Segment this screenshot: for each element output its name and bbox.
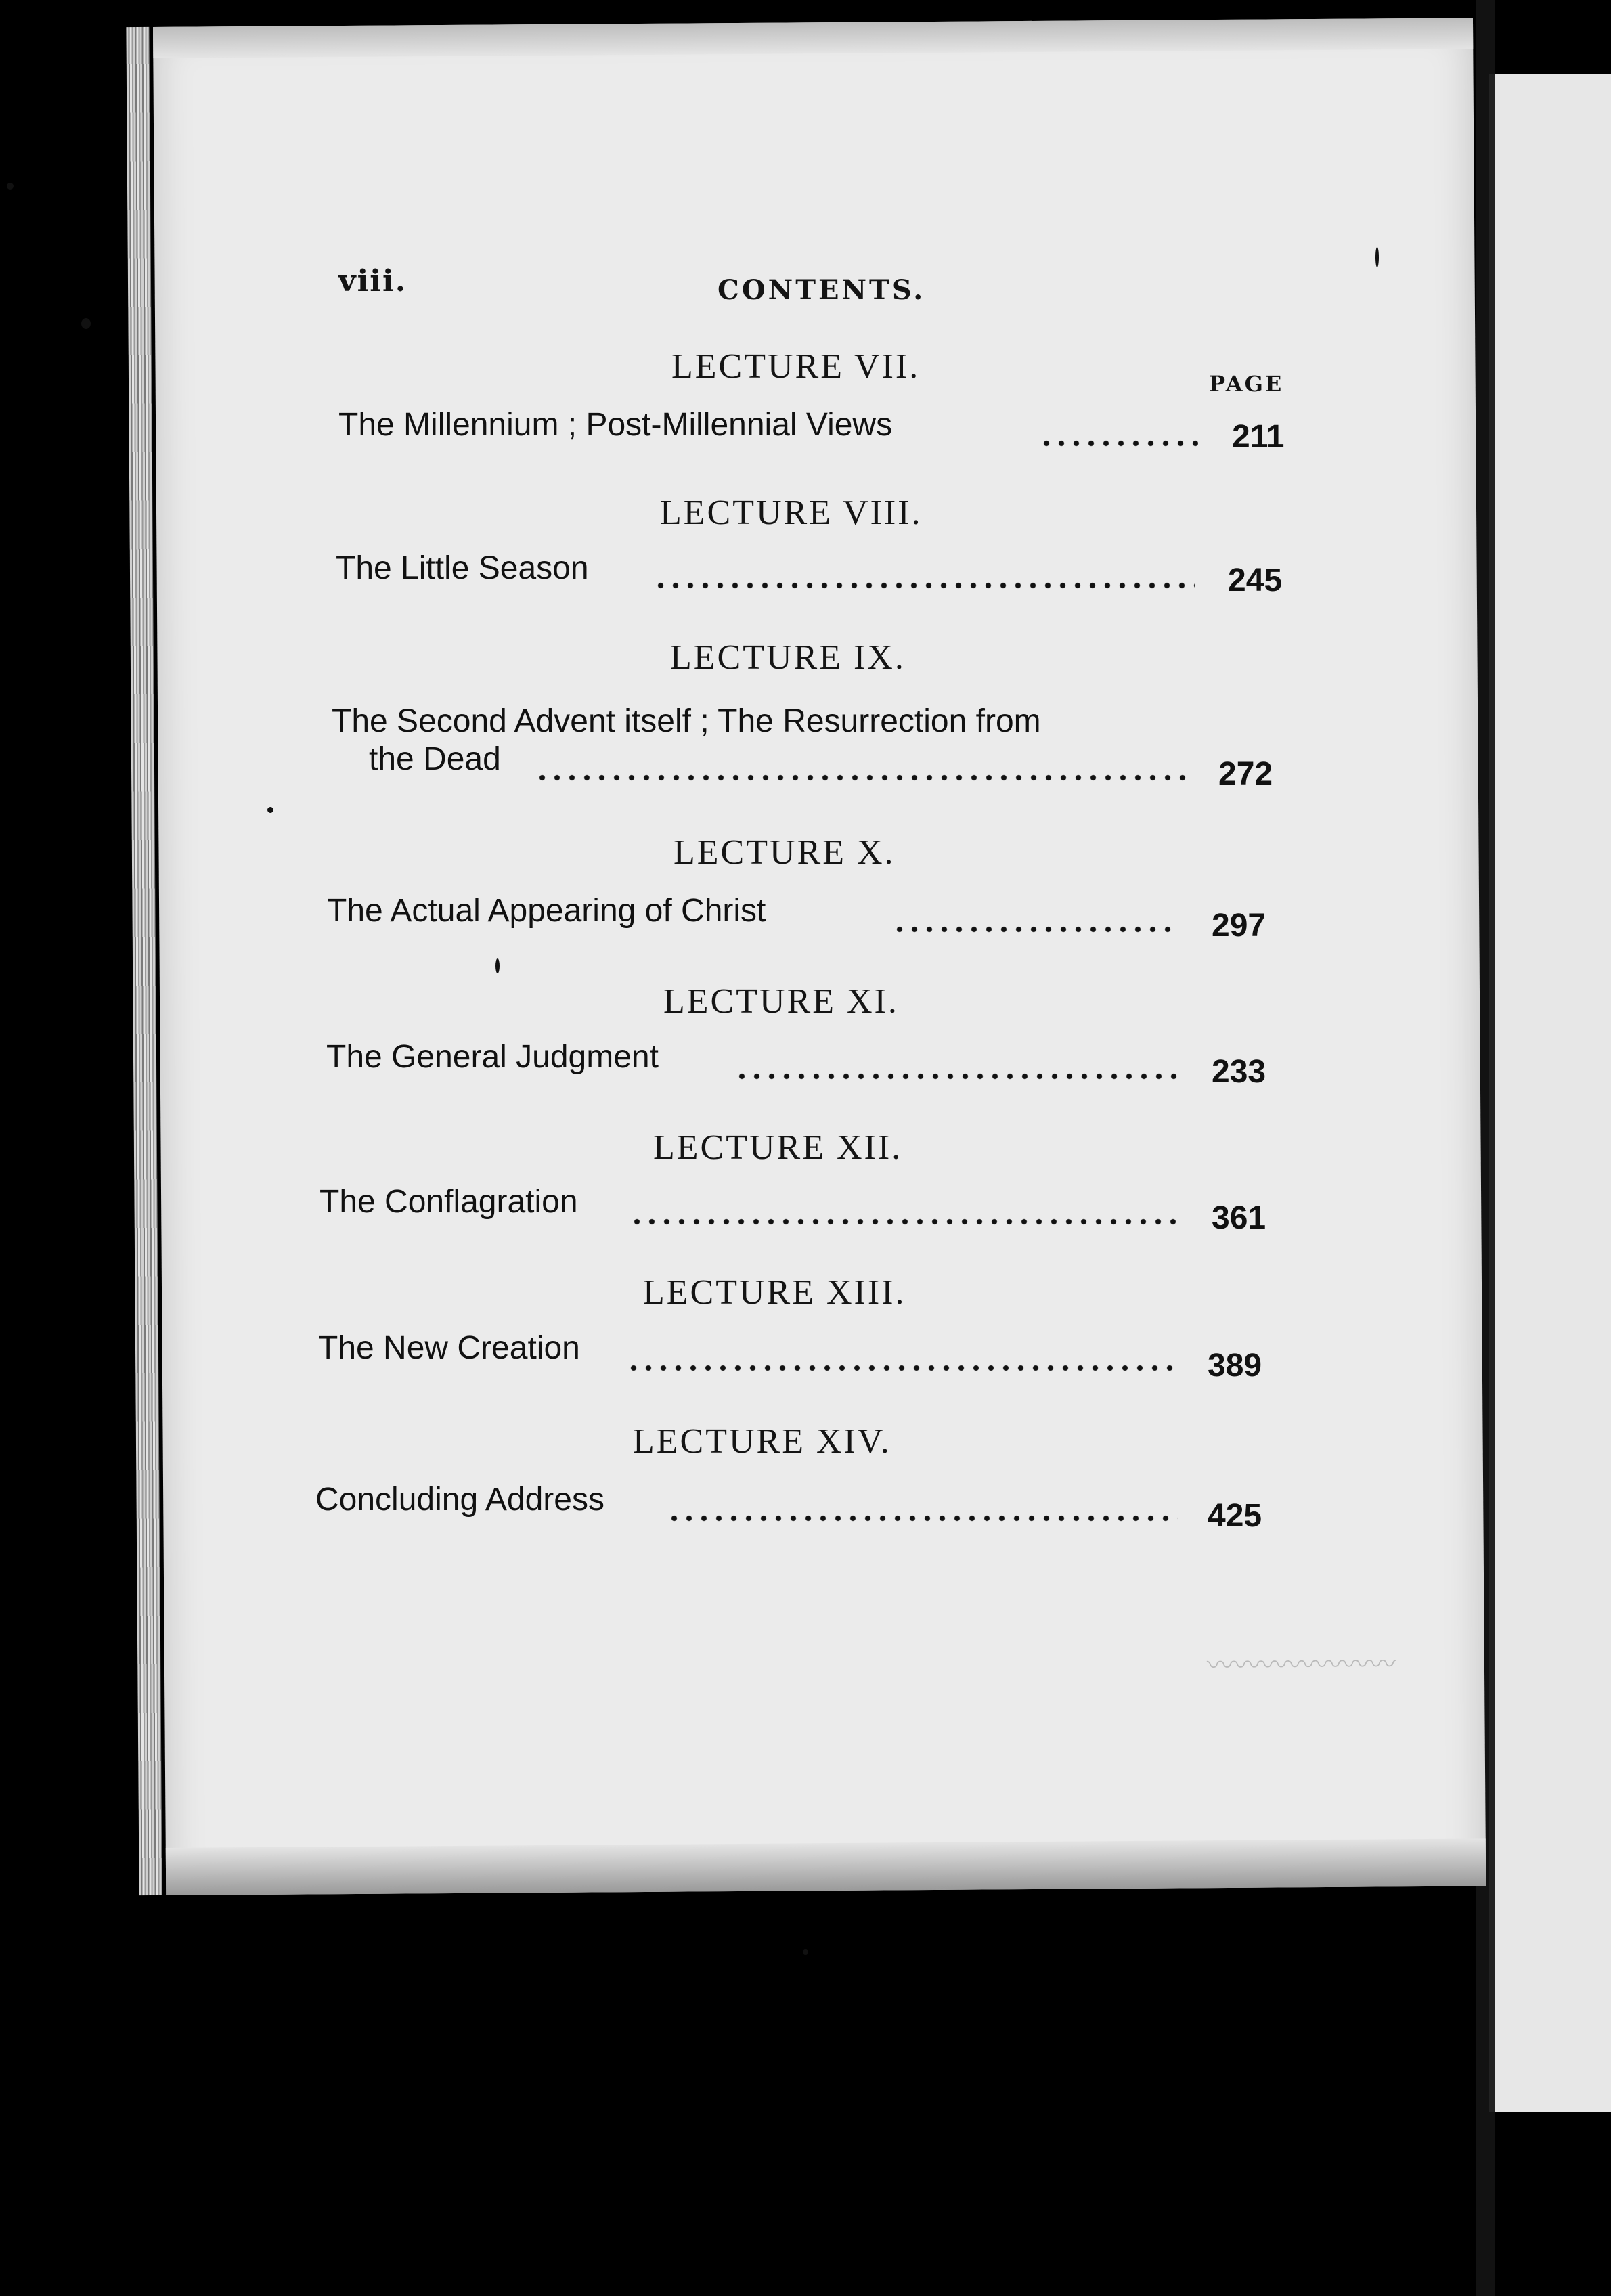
page-bottom-edge [166, 1838, 1486, 1895]
entry-title: Concluding Address [315, 1482, 604, 1518]
entry-page: 361 [1212, 1200, 1266, 1236]
page-column-label: PAGE [1209, 371, 1284, 397]
entry-title: The Second Advent itself ; The Resurrection from [332, 703, 1041, 739]
entry-page: 233 [1212, 1054, 1266, 1090]
leader-dots [535, 774, 1186, 781]
page-number: viii. [338, 264, 407, 299]
leader-dots [630, 1218, 1181, 1225]
lecture-heading: LECTURE IX. [670, 638, 906, 677]
lecture-heading: LECTURE XIII. [643, 1273, 906, 1312]
entry-page: 389 [1208, 1348, 1262, 1384]
entry-page: 245 [1228, 562, 1283, 598]
scan-speck [495, 958, 500, 973]
entry-page: 297 [1212, 908, 1266, 944]
lecture-heading: LECTURE VIII. [660, 493, 923, 532]
entry-title: The New Creation [318, 1330, 580, 1366]
entry-title: The Little Season [336, 550, 589, 586]
facing-page-edge [1489, 74, 1611, 2112]
entry-page: 211 [1232, 419, 1285, 455]
lecture-heading: LECTURE XII. [653, 1128, 903, 1167]
lecture-heading: LECTURE X. [674, 833, 896, 872]
leader-dots [626, 1365, 1176, 1371]
lecture-heading: LECTURE XIV. [633, 1422, 891, 1461]
entry-page: 272 [1218, 756, 1273, 792]
page-top-edge [153, 18, 1473, 58]
entry-page: 425 [1208, 1498, 1262, 1534]
lecture-heading: LECTURE XI. [663, 982, 899, 1021]
leader-dots [892, 926, 1178, 933]
entry-title: The Millennium ; Post-Millennial Views [338, 407, 893, 443]
scan-speck [81, 318, 91, 329]
show-through: 〰〰〰〰〰〰〰 [1206, 1649, 1397, 1681]
leader-dots [667, 1515, 1178, 1522]
page-title: CONTENTS. [718, 274, 926, 306]
scan-speck [803, 1949, 808, 1955]
scan-speck [267, 807, 273, 813]
lecture-heading: LECTURE VII. [671, 347, 921, 386]
entry-title: The Conflagration [319, 1184, 578, 1220]
entry-title-continued: the Dead [369, 741, 501, 777]
leader-dots [653, 582, 1195, 589]
entry-title: The Actual Appearing of Christ [327, 893, 766, 929]
scan-speck [7, 183, 14, 190]
leader-dots [1039, 440, 1198, 447]
scan-speck [1375, 247, 1379, 267]
entry-title: The General Judgment [326, 1039, 659, 1075]
leader-dots [734, 1073, 1178, 1080]
